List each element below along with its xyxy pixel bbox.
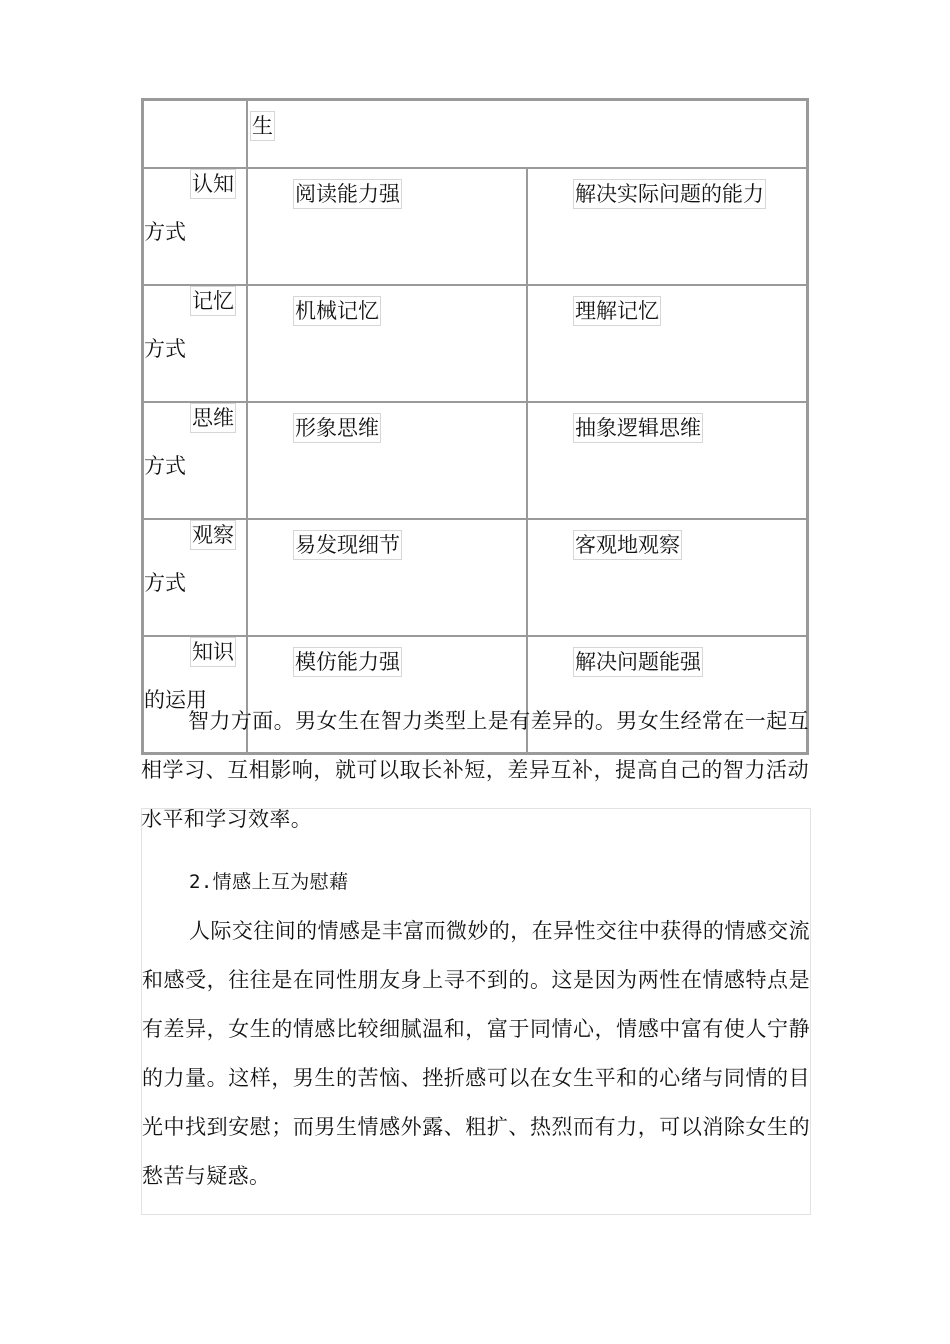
comparison-table: [141, 98, 809, 755]
boys-cell: [527, 402, 807, 519]
table-row: [143, 168, 807, 285]
boys-value: 客观地观察: [573, 530, 682, 560]
emotion-paragraph: 人际交往间的情感是丰富而微妙的，在异性交往中获得的情感交流和感受，往往是在同性朋友身上寻不到的。这是因为两性在情感特点是有差异，女生的情感比较细腻温和，富于同情心，情感中富有使人宁静的力量。这样，男生的苦恼、挫折感可以在女生平和的心绪与同情的目光中找到安慰；而男生情感外露、粗扩、热烈而有力，可以消除女生的愁苦与疑惑。: [142, 919, 810, 1188]
boys-cell: [527, 168, 807, 285]
boys-cell: [527, 285, 807, 402]
boys-value: 理解记忆: [573, 296, 661, 326]
boys-value: 抽象逻辑思维: [573, 413, 703, 443]
header-value: 生: [250, 111, 275, 141]
boys-value: 解决实际问题的能力: [573, 179, 766, 209]
boys-cell: [527, 519, 807, 636]
row-label-cell: [143, 285, 247, 402]
row-label-line1: 思维: [190, 403, 236, 433]
row-label-line2: 方式: [144, 220, 186, 244]
girls-cell: [247, 168, 527, 285]
girls-value: 模仿能力强: [293, 647, 402, 677]
boys-value: 解决问题能强: [573, 647, 703, 677]
row-label-line1: 观察: [190, 520, 236, 550]
table-row: [143, 519, 807, 636]
header-value-cell: [247, 100, 807, 168]
girls-cell: [247, 285, 527, 402]
girls-cell: [247, 402, 527, 519]
girls-cell: [247, 519, 527, 636]
table-row: [143, 100, 807, 168]
table-row: [143, 402, 807, 519]
girls-value: 形象思维: [293, 413, 381, 443]
intellect-paragraph: 智力方面。男女生在智力类型上是有差异的。男女生经常在一起互相学习、互相影响，就可以取长补短，差异互补，提高自己的智力活动水平和学习效率。: [141, 709, 809, 831]
girls-value: 机械记忆: [293, 296, 381, 326]
girls-value: 易发现细节: [293, 530, 402, 560]
row-label-line1: 知识: [190, 637, 236, 667]
row-label-line1: 记忆: [190, 286, 236, 316]
row-label-cell: [143, 402, 247, 519]
row-label-cell: [143, 168, 247, 285]
row-label-line2: 方式: [144, 337, 186, 361]
girls-value: 阅读能力强: [293, 179, 402, 209]
row-label-line2: 方式: [144, 454, 186, 478]
row-label-cell: [143, 519, 247, 636]
header-label-cell: [143, 100, 247, 168]
emotion-section: [141, 808, 811, 1215]
row-label-line2: 的运用: [144, 688, 207, 712]
row-label-line2: 方式: [144, 571, 186, 595]
spacer: [142, 809, 810, 858]
section-heading: 2.情感上互为慰藉: [189, 871, 349, 893]
table-row: [143, 285, 807, 402]
row-label-line1: 认知: [190, 169, 236, 199]
